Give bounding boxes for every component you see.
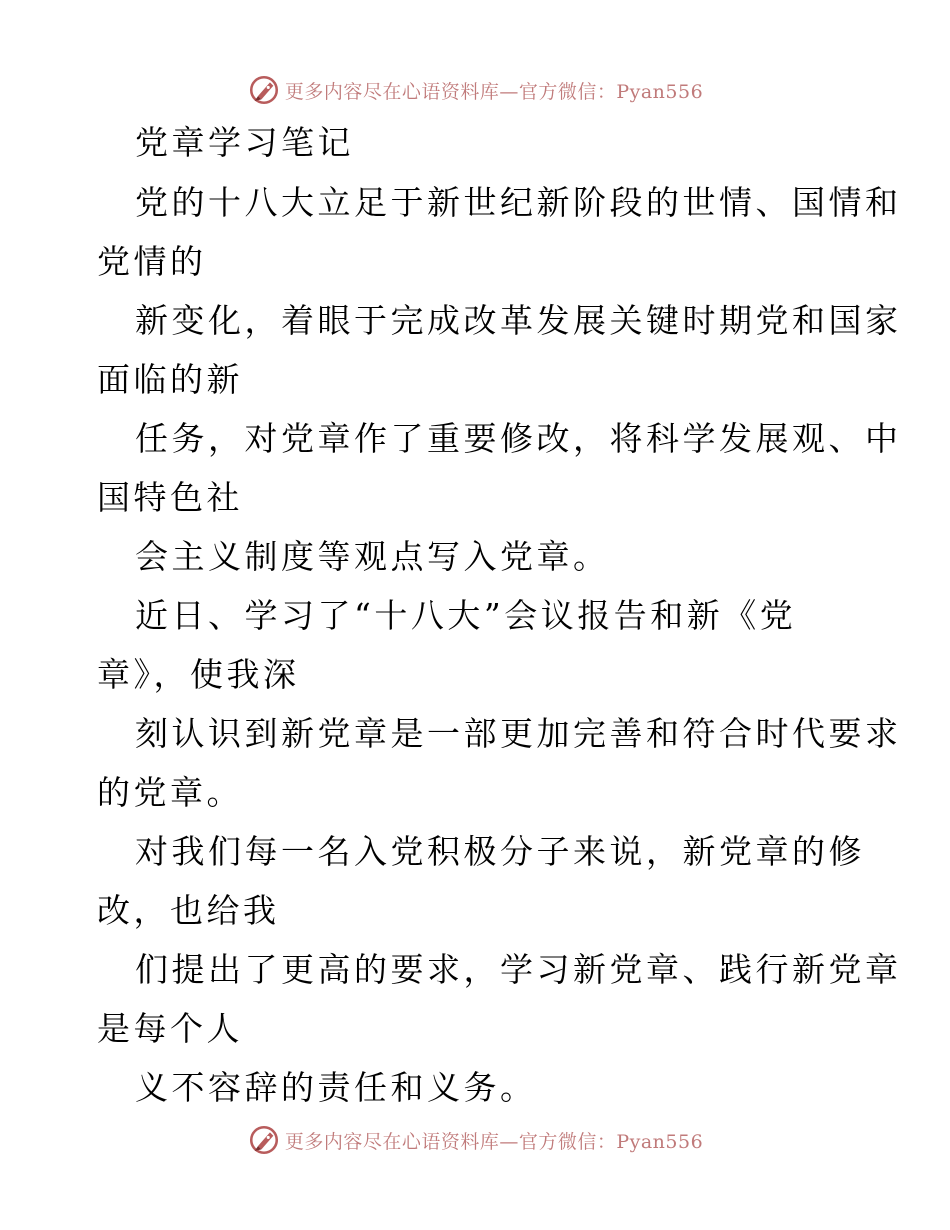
paragraph-line: 对我们每一名入党积极分子来说，新党章的修 [135,832,865,871]
paragraph-line: 近日、学习了“十八大”会议报告和新《党 [135,596,797,635]
footer-banner-text: 更多内容尽在心语资料库—官方微信：Pyan556 [284,1130,704,1153]
paragraph-line: 任务，对党章作了重要修改，将科学发展观、中 [135,419,902,458]
paragraph-line: 党的十八大立足于新世纪新阶段的世情、国情和 [135,183,902,222]
paragraph-line: 义不容辞的责任和义务。 [135,1068,537,1107]
paragraph-line: 的党章。 [97,773,243,812]
header-banner-text: 更多内容尽在心语资料库—官方微信：Pyan556 [284,80,704,103]
paragraph-line: 新变化，着眼于完成改革发展关键时期党和国家 [135,301,902,340]
paragraph-line: 们提出了更高的要求，学习新党章、践行新党章 [135,950,902,989]
paragraph-line: 改，也给我 [97,891,280,930]
header-banner-inner [247,73,703,107]
paragraph-line: 是每个人 [97,1009,243,1048]
paragraph-line: 会主义制度等观点写入党章。 [135,537,610,576]
pen-nib-logo-icon [247,73,281,107]
footer-banner [0,1120,950,1160]
paragraph-line: 党情的 [97,242,207,281]
footer-banner-inner [247,1123,703,1157]
header-banner [0,70,950,110]
paragraph-line: 刻认识到新党章是一部更加完善和符合时代要求 [135,714,902,753]
pen-nib-logo-icon [247,1123,281,1157]
document-title: 党章学习笔记 [135,123,354,162]
paragraph-line: 国特色社 [97,478,243,517]
paragraph-line: 章》，使我深 [97,655,300,694]
paragraph-line: 面临的新 [97,360,243,399]
